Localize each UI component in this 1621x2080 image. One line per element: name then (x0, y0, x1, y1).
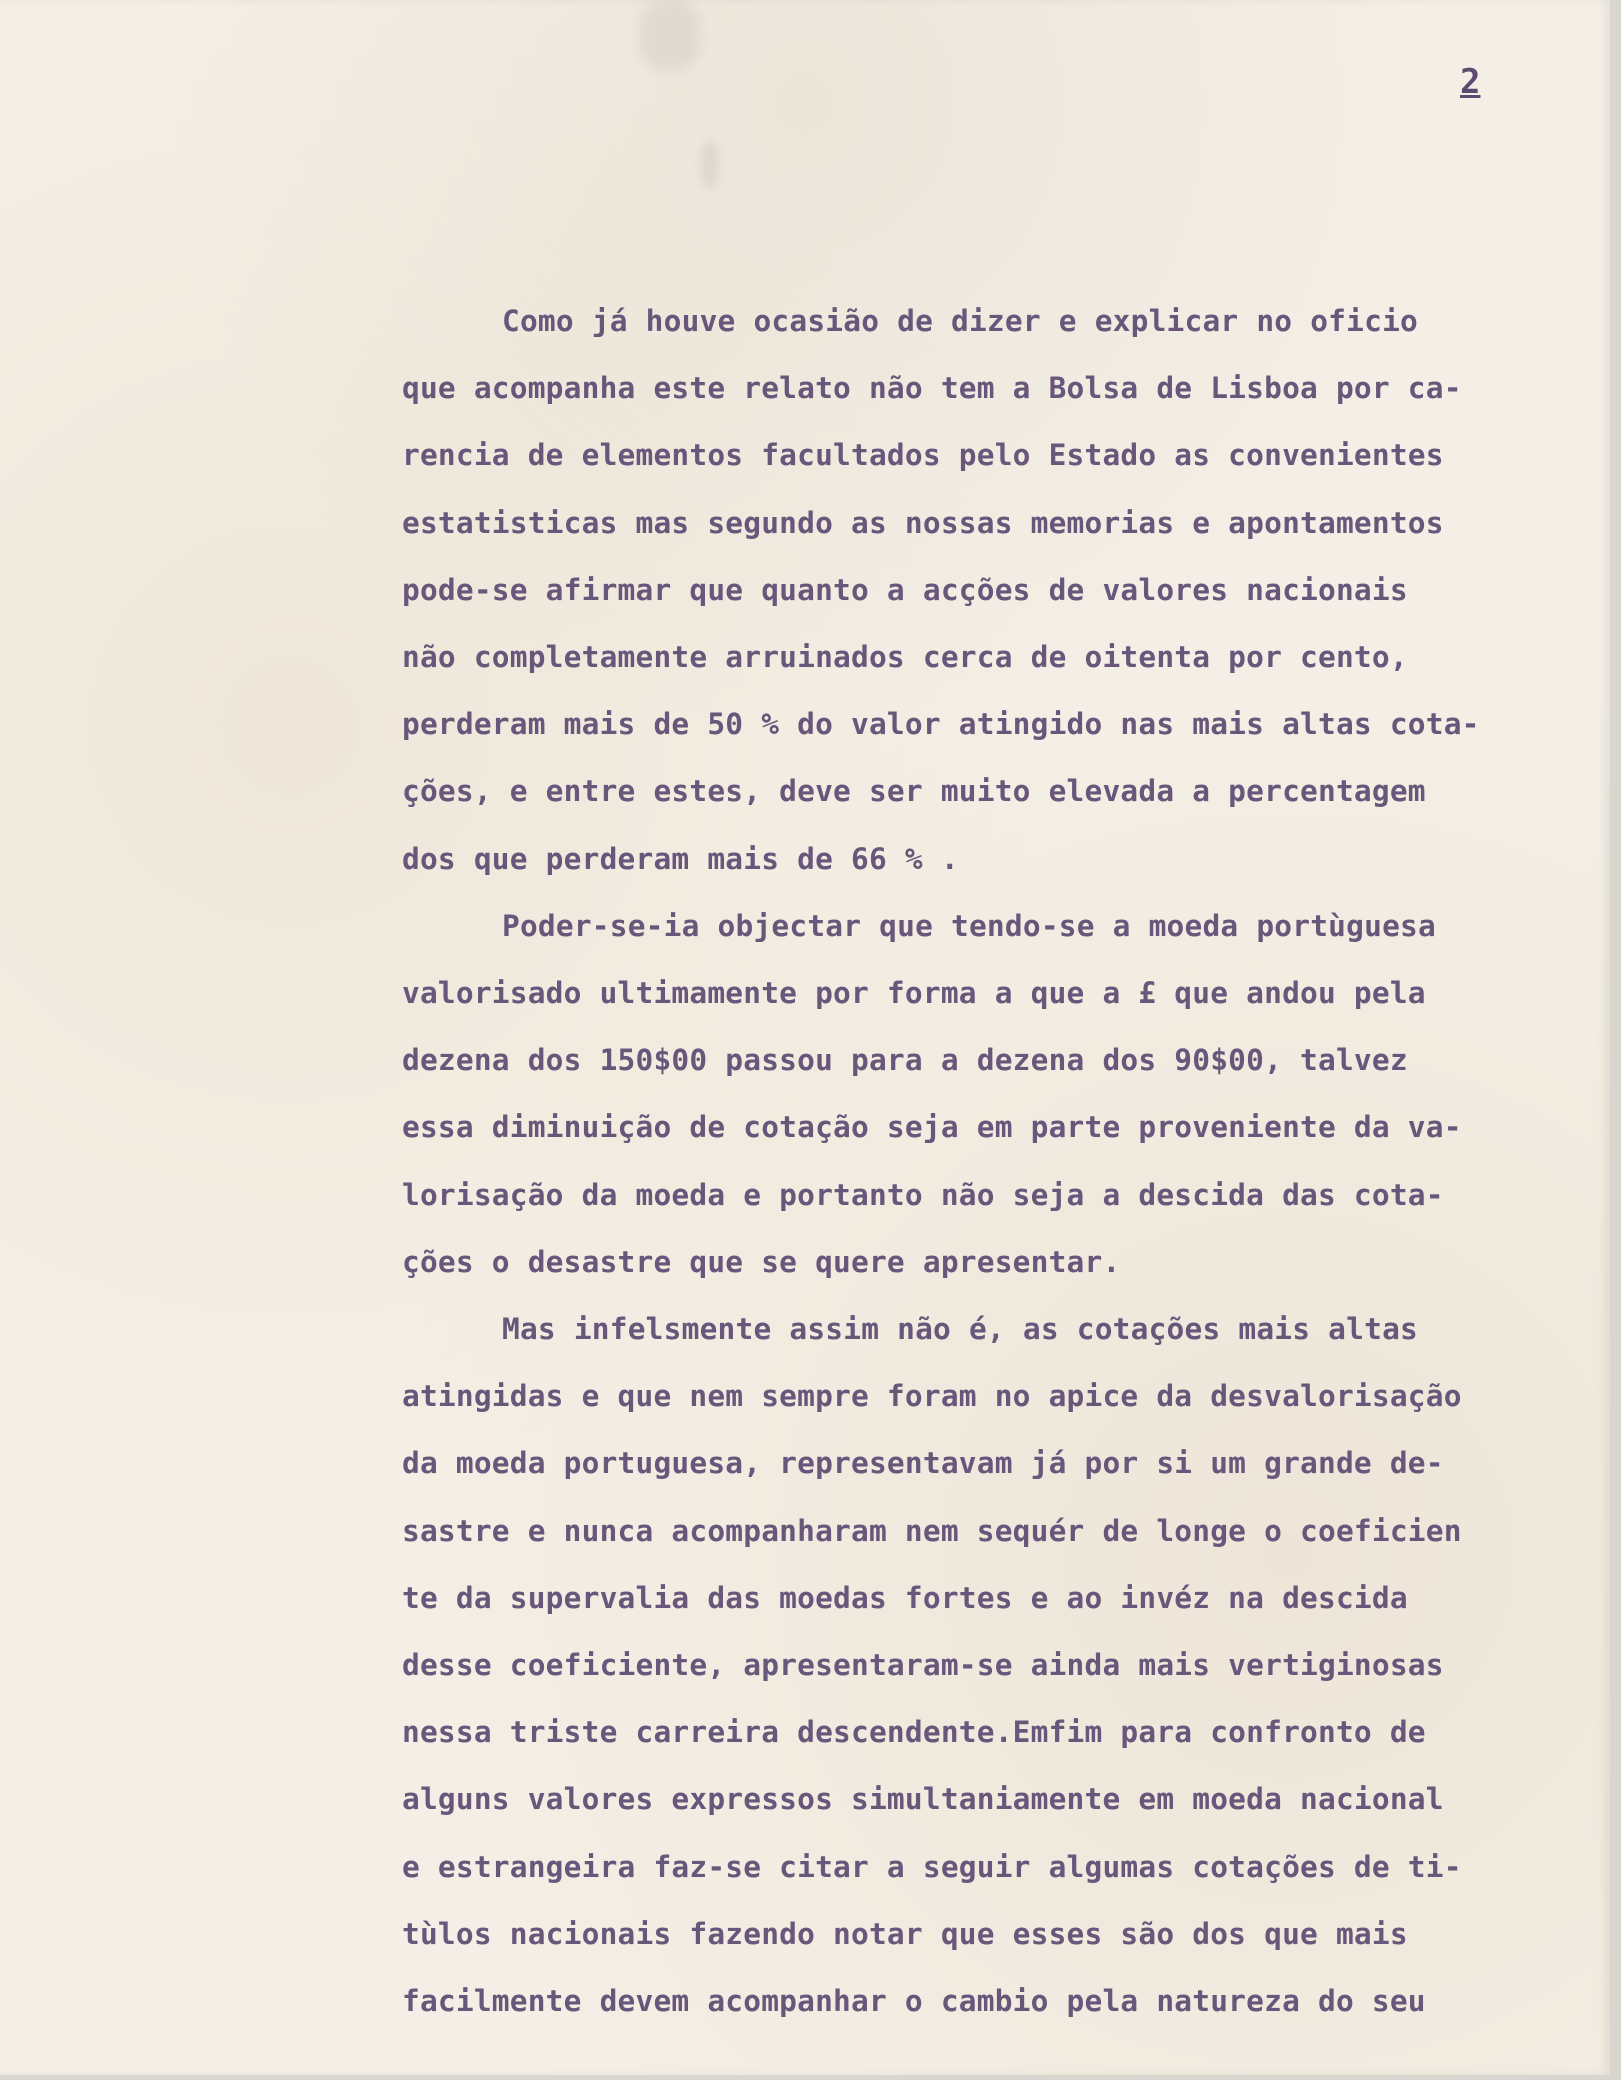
text-line: atingidas e que nem sempre foram no apice da desvalorisação (402, 1379, 1462, 1414)
ink-smudge (700, 140, 720, 190)
text-line: nessa triste carreira descendente.Emfim para confronto de (402, 1715, 1426, 1750)
text-line: Mas infelsmente assim não é, as cotações mais altas (502, 1312, 1418, 1347)
text-line: tùlos nacionais fazendo notar que esses são dos que mais (402, 1916, 1408, 1951)
text-line: te da supervalia das moedas fortes e ao invéz na descida (402, 1580, 1408, 1615)
text-line: Como já houve ocasião de dizer e explicar no oficio (502, 304, 1418, 338)
text-line: lorisação da moeda e portanto não seja a descida das cota- (402, 1177, 1444, 1212)
text-line: pode-se afirmar que quanto a acções de valores nacionais (402, 572, 1408, 607)
text-line: e estrangeira faz-se citar a seguir algumas cotações de ti- (402, 1849, 1462, 1884)
text-line: que acompanha este relato não tem a Bolsa de Lisboa por ca- (402, 371, 1462, 406)
text-line: da moeda portuguesa, representavam já por si um grande de- (402, 1446, 1444, 1481)
text-line: perderam mais de 50 % do valor atingido nas mais altas cota- (402, 707, 1480, 742)
text-line: facilmente devem acompanhar o cambio pela natureza do seu (402, 1984, 1426, 2019)
text-line: essa diminuição de cotação seja em parte proveniente da va- (402, 1110, 1462, 1145)
text-line: alguns valores expressos simultaniamente em moeda nacional (402, 1782, 1444, 1817)
text-line: dos que perderam mais de 66 % . (402, 841, 959, 876)
ink-smudge (640, 0, 700, 70)
text-line: não completamente arruinados cerca de oitenta por cento, (402, 640, 1408, 675)
text-line: ções, e entre estes, deve ser muito elevada a percentagem (402, 774, 1426, 809)
text-line: ções o desastre que se quere apresentar. (402, 1244, 1121, 1279)
text-line: estatisticas mas segundo as nossas memorias e apontamentos (402, 505, 1444, 540)
text-line: valorisado ultimamente por forma a que a £ que andou pela (402, 976, 1426, 1011)
text-line: desse coeficiente, apresentaram-se ainda mais vertiginosas (402, 1648, 1444, 1683)
text-line: dezena dos 150$00 passou para a dezena dos 90$00, talvez (402, 1043, 1408, 1078)
text-line: sastre e nunca acompanharam nem sequér de longe o coeficien (402, 1513, 1462, 1548)
text-line: Poder-se-ia objectar que tendo-se a moeda portùguesa (502, 908, 1436, 943)
page-number: 2 (1460, 62, 1481, 102)
body-text (402, 288, 1602, 2035)
text-line: rencia de elementos facultados pelo Estado as convenientes (402, 438, 1444, 473)
